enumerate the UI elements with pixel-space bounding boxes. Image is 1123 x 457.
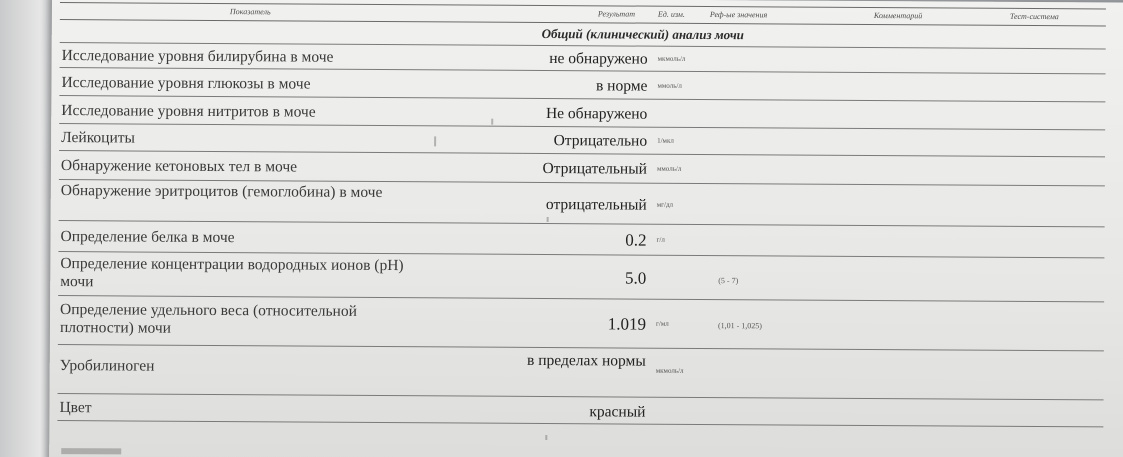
row-result: 0.2 <box>625 230 647 250</box>
ink-mark <box>491 119 493 125</box>
header-comment: Комментарий <box>873 11 923 21</box>
header-ref: Реф-ые значения <box>709 10 768 20</box>
row-unit: мг/дл <box>656 200 674 209</box>
row-result: 1.019 <box>607 314 647 334</box>
table-row <box>58 252 1104 302</box>
row-result: Отрицательно <box>553 132 648 150</box>
section-title: Общий (клинический) анализ мочи <box>60 20 1106 49</box>
row-name: Обнаружение кетоновых тел в моче <box>60 157 298 176</box>
row-name: Обнаружение эритроцитов (гемоглобина) в моче <box>60 182 383 202</box>
lab-report-sheet <box>49 0 1123 457</box>
cut-off-footer-text <box>61 448 121 454</box>
row-unit: г/л <box>656 235 665 244</box>
row-result: Не обнаружено <box>545 105 648 123</box>
header-test-system: Тест-система <box>1009 11 1059 22</box>
row-result: Отрицательный <box>542 159 648 178</box>
table-row <box>59 180 1105 227</box>
row-result: не обнаружено <box>549 50 648 68</box>
ink-mark <box>434 136 436 146</box>
table-row <box>58 345 1104 400</box>
row-name: Исследование уровня билирубина в моче <box>61 47 334 66</box>
row-name: Исследование уровня нитритов в моче <box>61 102 316 121</box>
row-unit: 1/мкл <box>657 136 674 145</box>
row-unit: г/мл <box>655 319 669 328</box>
header-unit: Ед. изм. <box>657 9 685 19</box>
ink-mark <box>545 435 547 440</box>
row-unit: ммоль/л <box>657 81 682 90</box>
row-name: Лейкоциты <box>61 129 136 147</box>
row-name: Уробилиноген <box>59 357 155 375</box>
row-name: Исследование уровня глюкозы в моче <box>61 74 311 93</box>
row-name: Определение удельного веса (относительной плотности) мочи <box>59 301 357 337</box>
row-unit: мкмоль/л <box>655 366 684 375</box>
row-result: в пределах нормы <box>527 351 646 370</box>
table-row <box>57 394 1103 427</box>
table-row <box>58 296 1104 351</box>
row-result: отрицательный <box>545 196 647 214</box>
ink-mark <box>547 217 549 222</box>
row-name: Цвет <box>59 399 92 417</box>
row-result: красный <box>589 403 646 421</box>
header-result: Результат <box>597 9 636 19</box>
row-unit: мкмоль/л <box>657 54 686 63</box>
row-unit: ммоль/л <box>656 164 682 173</box>
row-name: Определение концентрации водородных ионов (pH) мочи <box>60 255 404 291</box>
row-result: в норме <box>595 77 648 95</box>
row-result: 5.0 <box>624 268 647 288</box>
urinalysis-table <box>57 2 1106 427</box>
row-ref: (1,01 - 1,025) <box>717 321 763 331</box>
row-name: Определение белка в моче <box>60 228 235 247</box>
header-indicator: Показатель <box>229 7 271 17</box>
row-ref: (5 - 7) <box>718 276 739 286</box>
